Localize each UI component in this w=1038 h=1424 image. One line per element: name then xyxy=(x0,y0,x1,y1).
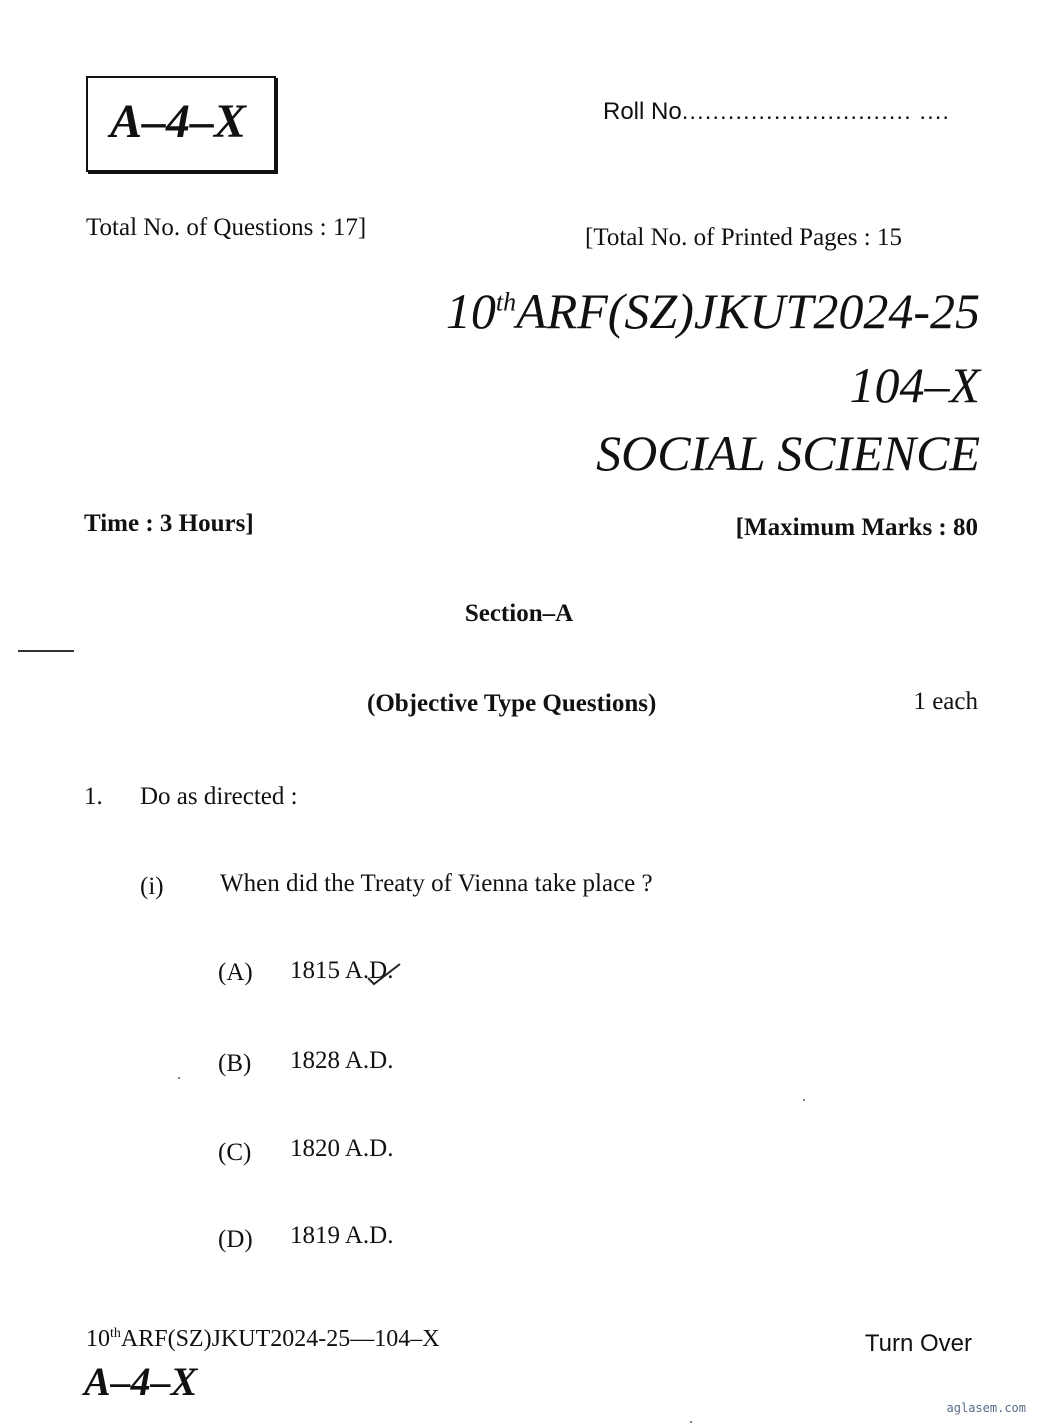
subject-title: SOCIAL SCIENCE xyxy=(596,425,980,481)
roll-dots: .............................. .... xyxy=(681,98,951,125)
turn-over-label: Turn Over xyxy=(864,1330,972,1357)
paper-code: A–4–X xyxy=(110,95,247,148)
section-subtitle: (Objective Type Questions) xyxy=(367,690,657,717)
paper-code-box xyxy=(86,76,276,172)
footer-exam-code xyxy=(86,1326,440,1353)
exam-time: Time : 3 Hours] xyxy=(84,510,254,537)
scan-speck xyxy=(178,1077,180,1079)
marks-each: 1 each xyxy=(913,688,978,715)
maximum-marks xyxy=(736,514,978,542)
option-d-value: 1819 A.D. xyxy=(290,1222,394,1249)
exam-code-rest: ARF(SZ)JKUT2024-25 xyxy=(516,283,980,339)
option-b-label: (B) xyxy=(218,1050,252,1077)
question-text: Do as directed : xyxy=(140,783,298,810)
total-questions: Total No. of Questions : 17] xyxy=(86,214,367,241)
option-c-value: 1820 A.D. xyxy=(290,1135,394,1162)
option-a-label: (A) xyxy=(218,959,253,986)
watermark: aglasem.com xyxy=(946,1401,1026,1415)
subject-code: 104–X xyxy=(849,357,980,413)
sub-question-text: When did the Treaty of Vienna take place ? xyxy=(220,870,653,897)
footer-code-sup: th xyxy=(110,1326,121,1341)
section-title: Section–A xyxy=(464,600,574,627)
scan-speck xyxy=(690,1421,692,1423)
check-mark-icon xyxy=(366,962,402,986)
option-d-label: (D) xyxy=(218,1226,253,1253)
option-a-value: 1815 A.D. xyxy=(290,957,394,984)
exam-code-sup: th xyxy=(495,287,517,317)
margin-dash xyxy=(18,650,74,652)
footer-code-prefix: 10 xyxy=(86,1326,110,1352)
roll-label: Roll No xyxy=(603,98,682,125)
footer-paper-code: A–4–X xyxy=(84,1359,198,1404)
exam-code xyxy=(446,282,980,340)
footer-code-rest: ARF(SZ)JKUT2024-25—104–X xyxy=(120,1326,440,1352)
total-pages: [Total No. of Printed Pages : 15 xyxy=(585,224,902,251)
exam-code-prefix: 10 xyxy=(445,283,496,339)
option-c-label: (C) xyxy=(218,1139,252,1166)
scan-speck xyxy=(803,1099,805,1101)
sub-question-number: (i) xyxy=(140,873,164,900)
max-marks-prefix: [Maximum xyxy=(735,514,862,541)
roll-number-field xyxy=(603,98,950,126)
max-marks-rest: Marks : 80 xyxy=(861,514,978,541)
question-number: 1. xyxy=(84,783,103,810)
option-b-value: 1828 A.D. xyxy=(290,1047,394,1074)
